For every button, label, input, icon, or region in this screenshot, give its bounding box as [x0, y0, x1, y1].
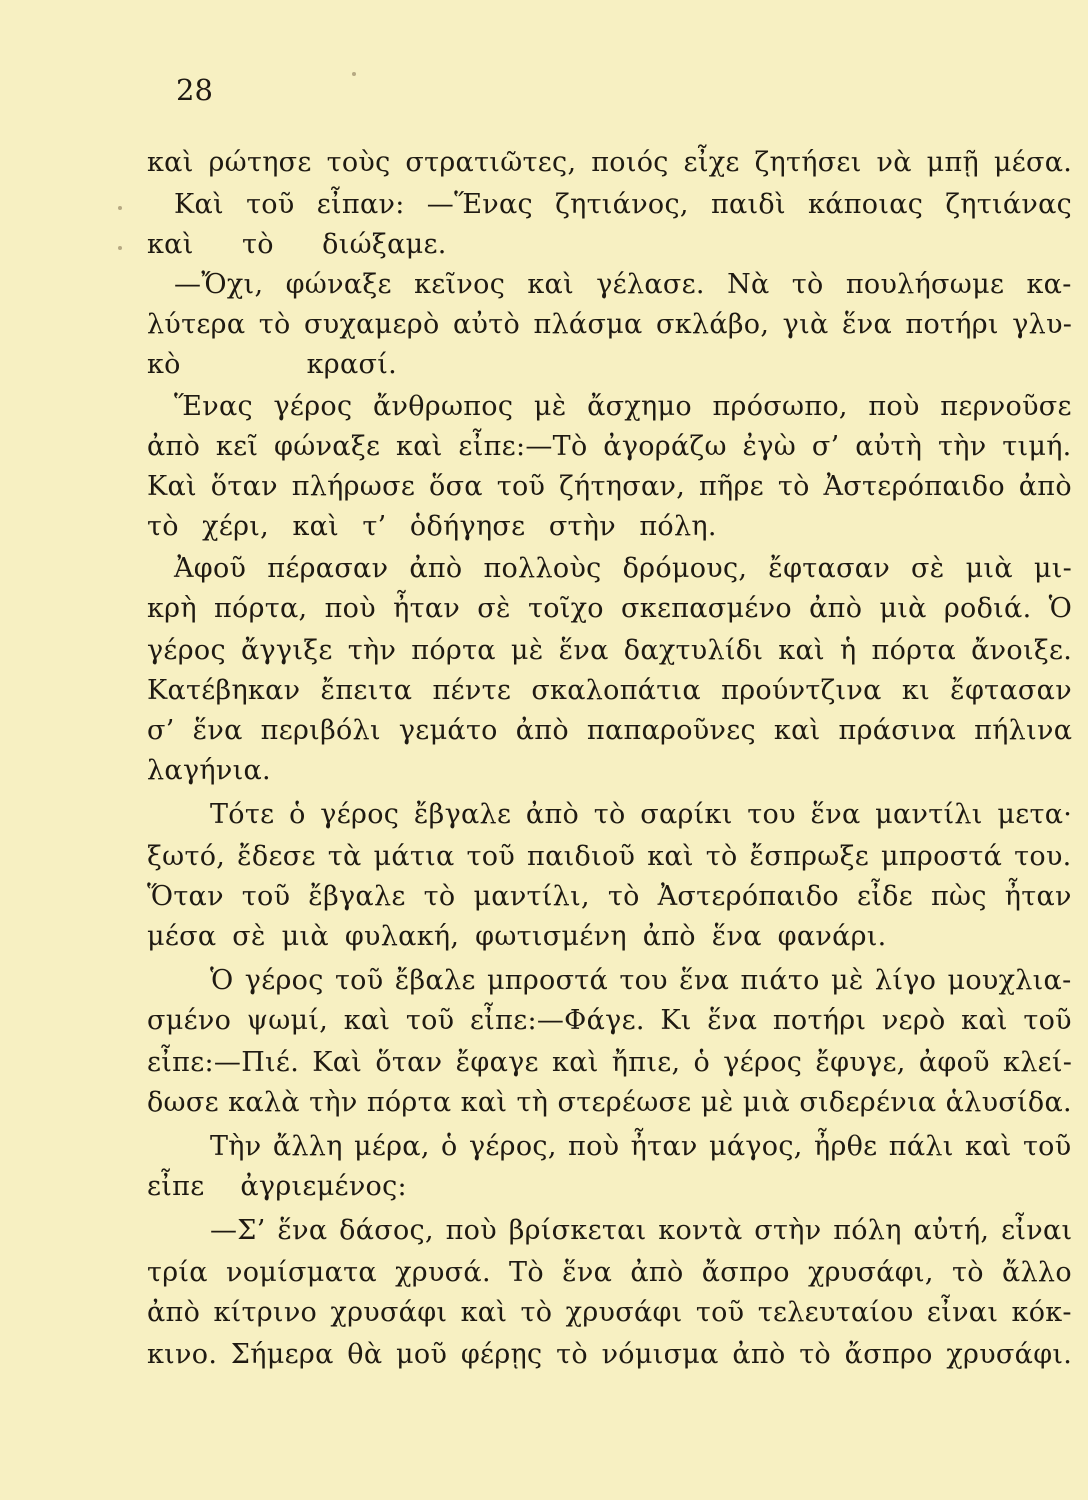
- paper-speck: [352, 72, 356, 76]
- text-line: Καὶ τοῦ εἶπαν: —Ἕνας ζητιάνος, παιδὶ κάποιας ζητιάνας: [174, 189, 1073, 220]
- text-line: Τότε ὁ γέρος ἔβγαλε ἀπὸ τὸ σαρίκι του ἕνα μαντίλι μετα·: [210, 799, 1073, 830]
- text-line: Καὶ ὅταν πλήρωσε ὅσα τοῦ ζήτησαν, πῆρε τὸ Ἀστερόπαιδο ἀπὸ: [147, 471, 1072, 502]
- page-number: 28: [176, 73, 213, 107]
- paper-speck: [118, 206, 122, 210]
- text-line: καὶ ρώτησε τοὺς στρατιῶτες, ποιός εἶχε ζητήσει νὰ μπῇ μέσα.: [147, 147, 1073, 178]
- text-line: Ἀφοῦ πέρασαν ἀπὸ πολλοὺς δρόμους, ἔφτασαν σὲ μιὰ μι-: [174, 553, 1073, 584]
- text-line: τὸ χέρι, καὶ τ’ ὁδήγησε στὴν πόλη.: [147, 511, 717, 542]
- text-line: ἀπὸ κίτρινο χρυσάφι καὶ τὸ χρυσάφι τοῦ τελευταίου εἶναι κόκ-: [147, 1297, 1072, 1328]
- text-line: εἶπε:—Πιέ. Καὶ ὅταν ἔφαγε καὶ ἤπιε, ὁ γέρος ἔφυγε, ἀφοῦ κλεί-: [147, 1047, 1073, 1078]
- text-line: Κατέβηκαν ἔπειτα πέντε σκαλοπάτια προύντζινα κι ἔφτασαν: [147, 675, 1072, 706]
- text-line: Τὴν ἄλλη μέρα, ὁ γέρος, ποὺ ἦταν μάγος, ἦρθε πάλι καὶ τοῦ: [210, 1131, 1072, 1162]
- text-line: κρὴ πόρτα, ποὺ ἦταν σὲ τοῖχο σκεπασμένο ἀπὸ μιὰ ροδιά. Ὁ: [147, 593, 1073, 624]
- text-line: λύτερα τὸ συχαμερὸ αὐτὸ πλάσμα σκλάβο, γιὰ ἕνα ποτήρι γλυ-: [147, 309, 1073, 340]
- text-line: σ’ ἕνα περιβόλι γεμάτο ἀπὸ παπαροῦνες καὶ πράσινα πήλινα: [147, 715, 1073, 746]
- text-line: ἀπὸ κεῖ φώναξε καὶ εἶπε:—Τὸ ἀγοράζω ἐγὼ σ’ αὐτὴ τὴν τιμή.: [147, 431, 1072, 462]
- text-line: κινο. Σήμερα θὰ μοῦ φέρῃς τὸ νόμισμα ἀπὸ τὸ ἄσπρο χρυσάφι.: [147, 1339, 1073, 1370]
- text-line: μέσα σὲ μιὰ φυλακή, φωτισμένη ἀπὸ ἕνα φανάρι.: [147, 921, 887, 952]
- text-line: —Ὄχι, φώναξε κεῖνος καὶ γέλασε. Νὰ τὸ πουλήσωμε κα-: [174, 269, 1072, 300]
- text-line: Ὁ γέρος τοῦ ἔβαλε μπροστά του ἕνα πιάτο μὲ λίγο μουχλια-: [210, 965, 1072, 996]
- text-line: καὶ τὸ διώξαμε.: [147, 229, 447, 260]
- text-line: Ἕνας γέρος ἄνθρωπος μὲ ἄσχημο πρόσωπο, ποὺ περνοῦσε: [174, 391, 1072, 422]
- text-line: δωσε καλὰ τὴν πόρτα καὶ τὴ στερέωσε μὲ μιὰ σιδερένια ἁλυσίδα.: [147, 1087, 1072, 1118]
- text-line: τρία νομίσματα χρυσά. Τὸ ἕνα ἀπὸ ἄσπρο χρυσάφι, τὸ ἄλλο: [147, 1257, 1072, 1288]
- text-line: εἶπε ἀγριεμένος:: [147, 1171, 407, 1202]
- paper-speck: [118, 246, 122, 250]
- text-line: —Σ’ ἕνα δάσος, ποὺ βρίσκεται κοντὰ στὴν πόλη αὐτή, εἶναι: [210, 1215, 1073, 1246]
- text-line: λαγήνια.: [147, 755, 271, 786]
- text-line: σμένο ψωμί, καὶ τοῦ εἶπε:—Φάγε. Κι ἕνα ποτήρι νερὸ καὶ τοῦ: [147, 1005, 1072, 1036]
- text-line: ξωτό, ἔδεσε τὰ μάτια τοῦ παιδιοῦ καὶ τὸ ἔσπρωξε μπροστά του.: [147, 841, 1072, 872]
- text-line: κὸ κρασί.: [147, 349, 397, 380]
- text-line: γέρος ἄγγιξε τὴν πόρτα μὲ ἕνα δαχτυλίδι καὶ ἡ πόρτα ἄνοιξε.: [147, 635, 1073, 666]
- text-line: Ὅταν τοῦ ἔβγαλε τὸ μαντίλι, τὸ Ἀστερόπαιδο εἶδε πὼς ἦταν: [147, 881, 1072, 912]
